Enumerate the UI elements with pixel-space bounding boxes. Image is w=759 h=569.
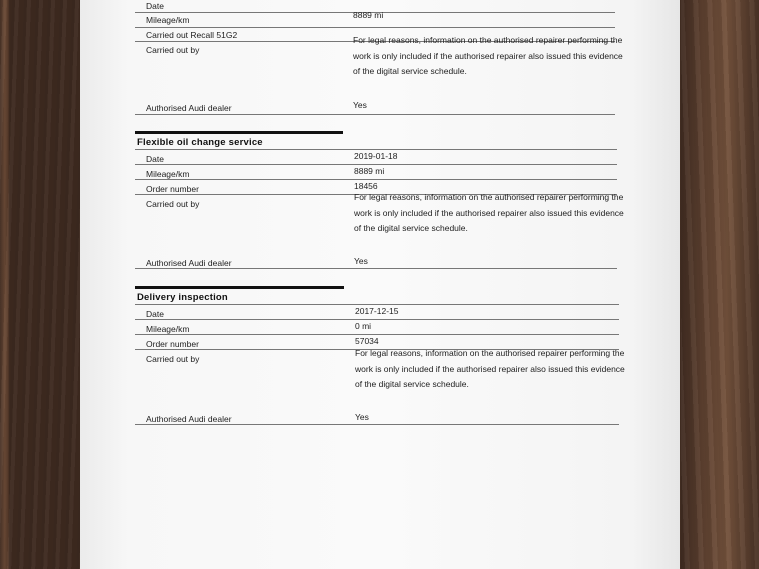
divider <box>135 27 615 28</box>
wood-background-left <box>0 0 80 569</box>
top-dealer-value: Yes <box>353 100 367 110</box>
oil-service-title: Flexible oil change service <box>137 137 263 148</box>
oil-order-value: 18456 <box>354 181 378 191</box>
delivery-dealer-value: Yes <box>355 412 369 422</box>
top-mileage-label: Mileage/km <box>146 15 190 25</box>
delivery-carried-by-value: For legal reasons, information on the authorised repairer performing the work is only included if the authorised repairer also issued this evidence of the digital service schedule. <box>355 348 625 389</box>
oil-date-value: 2019-01-18 <box>354 151 398 161</box>
oil-carried-by-label: Carried out by <box>146 199 200 209</box>
wood-background-right <box>681 0 759 569</box>
service-record-paper <box>80 0 680 569</box>
divider <box>135 114 615 115</box>
top-date-label: Date <box>146 1 164 11</box>
top-carried-by-label: Carried out by <box>146 45 200 55</box>
delivery-mileage-label: Mileage/km <box>146 324 190 334</box>
top-dealer-label: Authorised Audi dealer <box>146 103 232 113</box>
oil-dealer-label: Authorised Audi dealer <box>146 258 232 268</box>
delivery-date-label: Date <box>146 309 164 319</box>
divider <box>135 319 619 320</box>
oil-order-label: Order number <box>146 184 199 194</box>
divider <box>135 304 619 305</box>
delivery-dealer-label: Authorised Audi dealer <box>146 414 232 424</box>
section-bar <box>135 286 344 289</box>
delivery-date-value: 2017-12-15 <box>355 306 399 316</box>
top-carried-by-value: For legal reasons, information on the authorised repairer performing the work is only included if the authorised repairer also issued this evidence of the digital service schedule. <box>353 35 623 76</box>
service-record-sheet <box>80 0 680 569</box>
section-bar <box>135 131 343 134</box>
divider <box>135 334 619 335</box>
delivery-title: Delivery inspection <box>137 292 228 303</box>
divider <box>135 164 617 165</box>
divider <box>135 424 619 425</box>
divider <box>135 179 617 180</box>
oil-date-label: Date <box>146 154 164 164</box>
top-recall-label: Carried out Recall 51G2 <box>146 30 238 40</box>
delivery-order-value: 57034 <box>355 336 379 346</box>
oil-carried-by-value: For legal reasons, information on the authorised repairer performing the work is only included if the authorised repairer also issued this evidence of the digital service schedule. <box>354 192 624 233</box>
top-mileage-value: 8889 mi <box>353 10 384 20</box>
oil-dealer-value: Yes <box>354 256 368 266</box>
divider <box>135 268 617 269</box>
oil-mileage-value: 8889 mi <box>354 166 385 176</box>
delivery-mileage-value: 0 mi <box>355 321 372 331</box>
delivery-order-label: Order number <box>146 339 199 349</box>
oil-mileage-label: Mileage/km <box>146 169 190 179</box>
delivery-carried-by-label: Carried out by <box>146 354 200 364</box>
divider <box>135 149 617 150</box>
